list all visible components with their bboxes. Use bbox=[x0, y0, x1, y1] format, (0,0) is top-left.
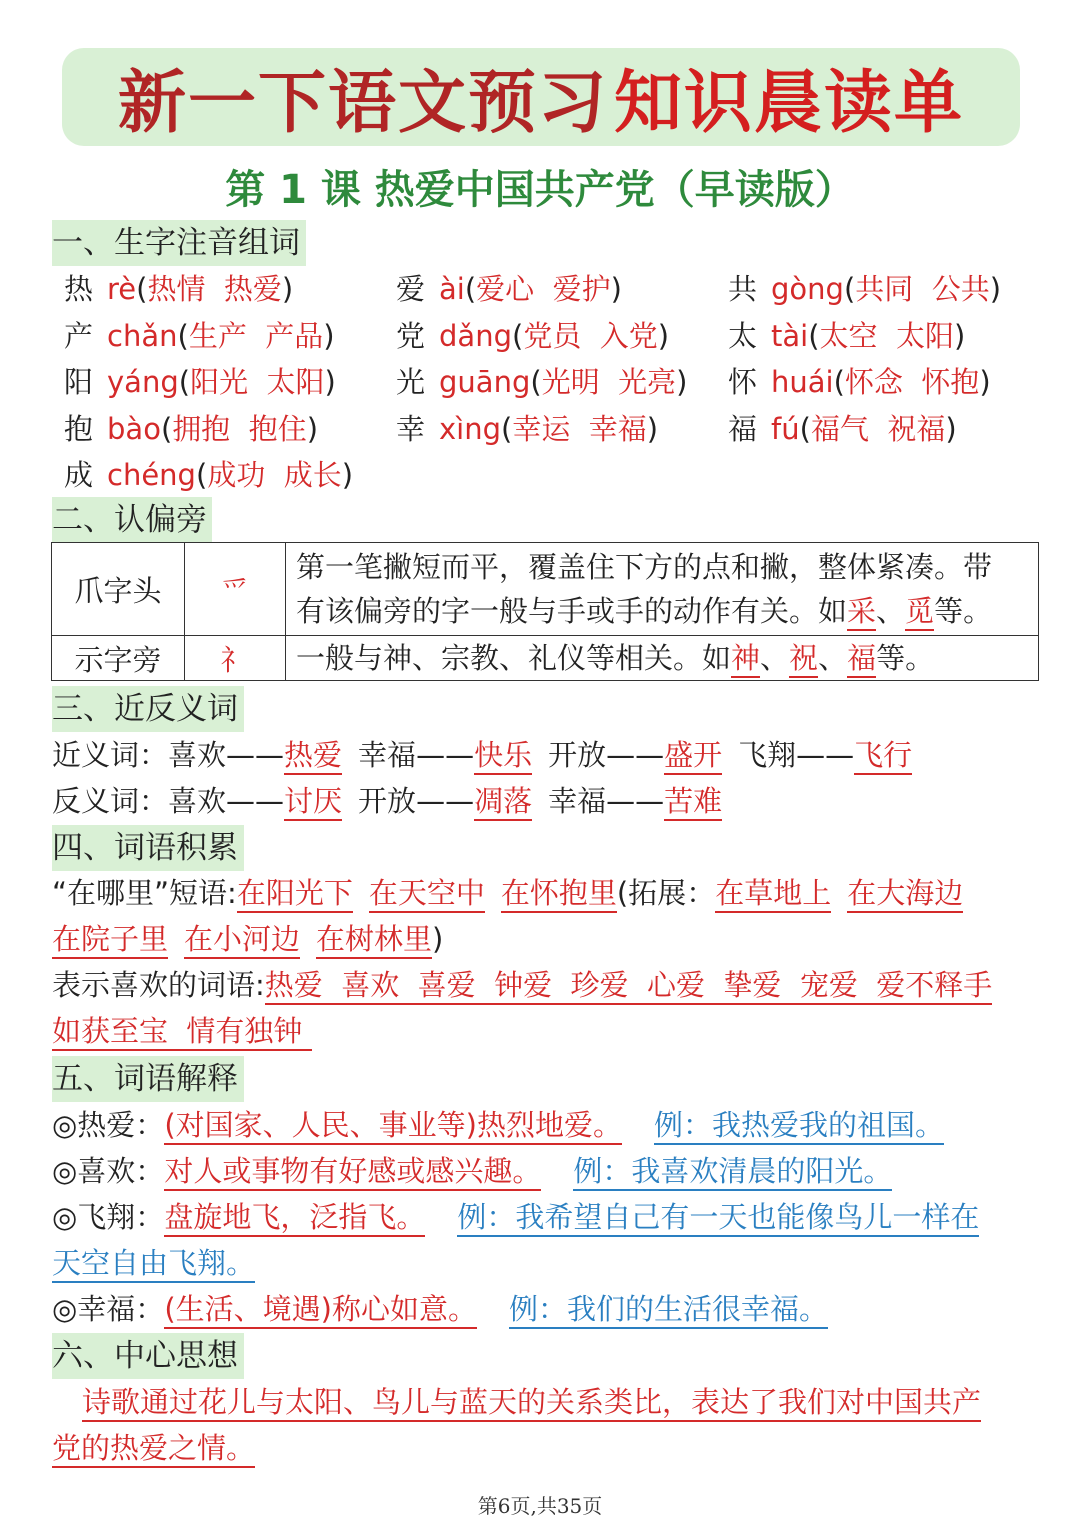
paren-open: ( bbox=[195, 458, 208, 492]
paren-open: ( bbox=[843, 272, 856, 306]
words: 生产 产品 bbox=[188, 318, 324, 353]
table-row bbox=[64, 313, 1064, 360]
character: 阳 bbox=[64, 365, 94, 399]
dash: —— bbox=[796, 738, 855, 772]
section-heading-radicals: 二、认偏旁 bbox=[52, 497, 212, 543]
definition: 对人或事物有好感或感兴趣。 bbox=[164, 1154, 541, 1191]
words: 光明 光亮 bbox=[541, 365, 677, 399]
pinyin: chǎn bbox=[107, 318, 178, 353]
paren-open: ( bbox=[511, 318, 524, 353]
pinyin: guāng bbox=[439, 365, 531, 399]
example-sentence: 例：我希望自己有一天也能像鸟儿一样在 bbox=[457, 1200, 979, 1237]
character: 共 bbox=[728, 272, 758, 306]
words: 爱心 爱护 bbox=[476, 272, 611, 306]
where-label: “在哪里”短语: bbox=[52, 876, 237, 910]
radical-desc-line2: 有该偏旁的字一般与手或手的动作有关。如 bbox=[296, 594, 848, 628]
radical-glyph: 爫 bbox=[185, 543, 286, 636]
words: 热情 热爱 bbox=[147, 272, 282, 306]
character: 成 bbox=[64, 458, 94, 492]
definition: (对国家、人民、事业等)热烈地爱。 bbox=[164, 1108, 622, 1145]
explanation-item bbox=[52, 1102, 944, 1148]
paren-open: ( bbox=[799, 411, 811, 446]
character-entry bbox=[396, 359, 687, 406]
paren-close: ) bbox=[979, 365, 991, 399]
words: 福气 祝福 bbox=[810, 411, 946, 446]
character-grid bbox=[64, 266, 1064, 499]
table-row bbox=[64, 406, 1064, 453]
answer-word: 飞行 bbox=[854, 738, 912, 775]
character-entry bbox=[64, 406, 318, 453]
pinyin: bào bbox=[107, 411, 161, 446]
paren-close: ) bbox=[323, 318, 335, 353]
pinyin: ài bbox=[439, 272, 465, 306]
paren-open: ( bbox=[136, 272, 148, 306]
like-words-line2 bbox=[52, 1008, 312, 1054]
paren-open: ( bbox=[833, 365, 845, 399]
central-idea-text: 诗歌通过花儿与太阳、鸟儿与蓝天的关系类比，表达了我们对中国共产 bbox=[82, 1385, 981, 1422]
paren-open: ( bbox=[178, 365, 191, 399]
like-words: 热爱 喜欢 喜爱 钟爱 珍爱 心爱 挚爱 宠爱 爱不释手 bbox=[265, 968, 993, 1005]
pinyin: gòng bbox=[771, 272, 844, 306]
character: 热 bbox=[64, 272, 94, 306]
section-heading-accumulation: 四、词语积累 bbox=[52, 825, 244, 871]
table-row bbox=[64, 452, 1064, 499]
explained-word: ◎喜欢： bbox=[52, 1154, 165, 1188]
antonym-label: 反义词： bbox=[52, 784, 169, 818]
dash: —— bbox=[606, 738, 665, 772]
pinyin: xìng bbox=[439, 411, 502, 446]
radical-name: 爪字头 bbox=[52, 543, 185, 636]
paren-open: ( bbox=[530, 365, 542, 399]
pinyin: rè bbox=[107, 272, 137, 306]
words: 成功 成长 bbox=[207, 458, 342, 492]
answer-word: 盛开 bbox=[664, 738, 722, 775]
section-heading-explanations: 五、词语解释 bbox=[52, 1056, 244, 1102]
character-entry bbox=[396, 266, 622, 313]
radical-glyph: 礻 bbox=[185, 636, 286, 681]
phrase: 在怀抱里 bbox=[501, 876, 617, 913]
character: 爱 bbox=[396, 272, 426, 306]
character-entry bbox=[64, 452, 353, 499]
page-number: 第6页,共35页 bbox=[477, 1494, 603, 1518]
explanation-item bbox=[52, 1194, 979, 1240]
character-entry bbox=[728, 406, 957, 453]
words: 阳光 太阳 bbox=[190, 365, 325, 399]
phrase: 在阳光下 bbox=[237, 876, 353, 913]
paren-close: ) bbox=[646, 411, 659, 446]
paren-close: ) bbox=[945, 411, 957, 446]
radical-desc-line1: 第一笔撇短而平，覆盖住下方的点和撇，整体紧凑。带 bbox=[296, 550, 993, 584]
character: 幸 bbox=[396, 411, 426, 446]
phrase: 在小河边 bbox=[184, 922, 300, 959]
dash: —— bbox=[606, 784, 665, 818]
desc-end: 等。 bbox=[876, 641, 935, 675]
paren-close: ) bbox=[657, 318, 670, 353]
word: 飞翔 bbox=[738, 738, 797, 772]
pinyin: tài bbox=[771, 318, 809, 353]
pinyin: dǎng bbox=[439, 318, 512, 353]
separator: 、 bbox=[876, 594, 906, 628]
separator: 、 bbox=[818, 641, 848, 675]
character: 福 bbox=[728, 411, 758, 446]
words: 共同 公共 bbox=[855, 272, 990, 306]
dash: —— bbox=[226, 784, 285, 818]
explanation-item bbox=[52, 1286, 828, 1332]
dash: —— bbox=[416, 784, 475, 818]
synonym-label: 近义词： bbox=[52, 738, 169, 772]
example-char: 觅 bbox=[905, 594, 934, 631]
phrase: 在院子里 bbox=[52, 922, 168, 959]
answer-word: 讨厌 bbox=[284, 784, 342, 821]
phrase: 在草地上 bbox=[715, 876, 831, 913]
character-entry bbox=[64, 313, 335, 360]
dash: —— bbox=[416, 738, 475, 772]
page-title bbox=[62, 48, 1020, 146]
answer-word: 快乐 bbox=[474, 738, 532, 775]
paren-open: ( bbox=[464, 272, 477, 306]
central-idea-text: 党的热爱之情。 bbox=[52, 1431, 255, 1468]
explanation-item bbox=[52, 1148, 892, 1194]
phrase: 在树林里 bbox=[316, 922, 432, 959]
desc-end: 等。 bbox=[934, 594, 993, 628]
dash: —— bbox=[226, 738, 285, 772]
table-row bbox=[64, 359, 1064, 406]
like-words-line bbox=[52, 962, 992, 1008]
phrase: 在大海边 bbox=[847, 876, 963, 913]
answer-word: 热爱 bbox=[284, 738, 342, 775]
explained-word: ◎飞翔： bbox=[52, 1200, 165, 1234]
paren-open: ( bbox=[160, 411, 173, 446]
radical-description bbox=[286, 636, 1039, 681]
table-row bbox=[52, 636, 1039, 681]
like-words: 如获至宝 情有独钟 bbox=[52, 1014, 312, 1051]
definition: (生活、境遇)称心如意。 bbox=[164, 1292, 477, 1329]
paren-close: ) bbox=[610, 272, 622, 306]
central-idea-line1 bbox=[82, 1379, 981, 1425]
paren-close: ) bbox=[341, 458, 354, 492]
words: 怀念 怀抱 bbox=[844, 365, 980, 399]
character-entry bbox=[64, 266, 293, 313]
character: 光 bbox=[396, 365, 426, 399]
example-sentence: 例：我喜欢清晨的阳光。 bbox=[573, 1154, 892, 1191]
example-char: 祝 bbox=[789, 641, 818, 678]
answer-word: 苦难 bbox=[664, 784, 722, 821]
character: 太 bbox=[728, 318, 758, 353]
word: 喜欢 bbox=[168, 738, 227, 772]
words: 党员 入党 bbox=[523, 318, 658, 353]
where-phrases-line2 bbox=[52, 916, 443, 962]
example-char: 福 bbox=[847, 641, 876, 678]
word: 幸福 bbox=[548, 784, 607, 818]
example-sentence: 例：我们的生活很幸福。 bbox=[509, 1292, 828, 1329]
title-part-2: 知识晨读单 bbox=[614, 62, 965, 143]
synonym-line bbox=[52, 732, 912, 778]
lesson-title: 第 1 课 热爱中国共产党（早读版） bbox=[225, 167, 855, 213]
extend-close: ) bbox=[432, 922, 444, 956]
example-sentence: 例：我热爱我的祖国。 bbox=[654, 1108, 944, 1145]
paren-close: ) bbox=[306, 411, 319, 446]
section-heading-characters: 一、生字注音组词 bbox=[52, 220, 306, 266]
words: 幸运 幸福 bbox=[512, 411, 647, 446]
explanation-item-continued bbox=[52, 1240, 255, 1286]
definition: 盘旋地飞，泛指飞。 bbox=[164, 1200, 425, 1237]
character-entry bbox=[396, 313, 669, 360]
character-entry bbox=[64, 359, 336, 406]
example-sentence: 天空自由飞翔。 bbox=[52, 1246, 255, 1283]
paren-open: ( bbox=[808, 318, 820, 353]
section-heading-synonyms: 三、近反义词 bbox=[52, 686, 244, 732]
character: 怀 bbox=[728, 365, 758, 399]
pinyin: fú bbox=[771, 411, 800, 446]
antonym-line bbox=[52, 778, 722, 824]
radical-description bbox=[286, 543, 1039, 636]
character: 产 bbox=[64, 318, 94, 353]
radical-name: 示字旁 bbox=[52, 636, 185, 681]
character-entry bbox=[728, 266, 1001, 313]
table-row bbox=[52, 543, 1039, 636]
paren-close: ) bbox=[281, 272, 294, 306]
paren-close: ) bbox=[953, 318, 966, 353]
character: 党 bbox=[396, 318, 426, 353]
answer-word: 凋落 bbox=[474, 784, 532, 821]
extend-label: (拓展： bbox=[616, 876, 716, 910]
like-label: 表示喜欢的词语: bbox=[52, 968, 265, 1002]
where-phrases-line bbox=[52, 870, 963, 916]
example-char: 采 bbox=[847, 594, 876, 631]
character-entry bbox=[728, 359, 991, 406]
pinyin: yáng bbox=[107, 365, 179, 399]
phrase: 在天空中 bbox=[369, 876, 485, 913]
paren-close: ) bbox=[676, 365, 688, 399]
explained-word: ◎热爱： bbox=[52, 1108, 165, 1142]
pinyin: chéng bbox=[107, 458, 196, 492]
character-entry bbox=[728, 313, 965, 360]
explained-word: ◎幸福： bbox=[52, 1292, 165, 1326]
words: 太空 太阳 bbox=[819, 318, 954, 353]
separator: 、 bbox=[760, 641, 790, 675]
pinyin: huái bbox=[771, 365, 834, 399]
paren-open: ( bbox=[501, 411, 513, 446]
title-part-1: 新一下语文预习 bbox=[117, 62, 608, 143]
word: 喜欢 bbox=[168, 784, 227, 818]
word: 开放 bbox=[548, 738, 607, 772]
word: 开放 bbox=[358, 784, 417, 818]
central-idea-line2 bbox=[52, 1425, 255, 1471]
section-heading-central-idea: 六、中心思想 bbox=[52, 1333, 244, 1379]
character: 抱 bbox=[64, 411, 94, 446]
paren-open: ( bbox=[177, 318, 189, 353]
table-row bbox=[64, 266, 1064, 313]
radical-desc-line1: 一般与神、宗教、礼仪等相关。如 bbox=[296, 641, 732, 675]
paren-close: ) bbox=[989, 272, 1002, 306]
example-char: 神 bbox=[731, 641, 760, 678]
character-entry bbox=[396, 406, 658, 453]
radical-table bbox=[51, 542, 1039, 681]
paren-close: ) bbox=[324, 365, 336, 399]
words: 拥抱 抱住 bbox=[172, 411, 307, 446]
word: 幸福 bbox=[358, 738, 417, 772]
